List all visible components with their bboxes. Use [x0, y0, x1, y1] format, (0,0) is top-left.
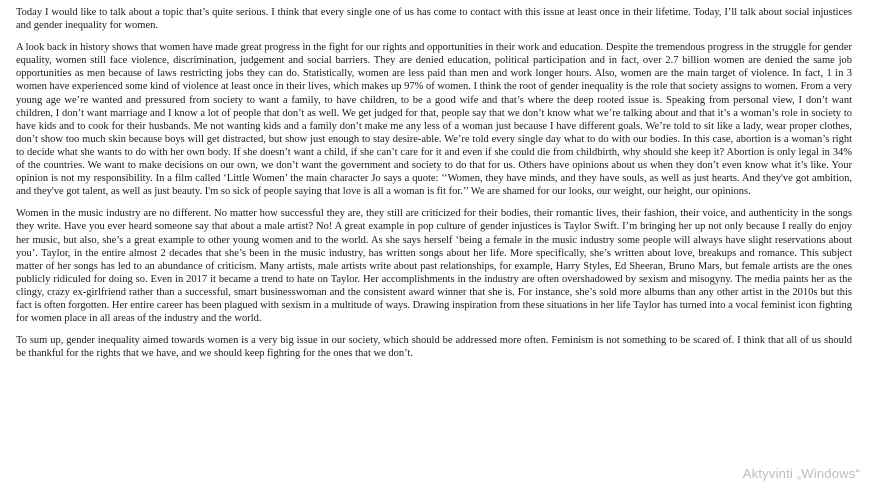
windows-activation-watermark: Aktyvinti „Windows“: [742, 466, 860, 481]
paragraph-conclusion: To sum up, gender inequality aimed towards women is a very big issue in our society, which should be addressed more often. Feminism is not something to be scared of. I think that all of us should be thankful for the rights that we have, and we should keep fighting for the ones that we don’t.: [16, 335, 852, 360]
paragraph-intro: Today I would like to talk about a topic that’s quite serious. I think that every single one of us has come to contact with this issue at least once in their lifetime. Today, I’ll talk about social injustices and gender inequality for women.: [16, 7, 852, 32]
paragraph-history: A look back in history shows that women have made great progress in the fight for our rights and opportunities in their work and education. Despite the tremendous progress in the struggle for gender equality, women still face violence, discrimination, judgement and social barriers. They are denied education, political participation and in fact, over 2.7 billion women are denied the same job opportunities as men because of laws restricting jobs they can do. Statistically, women are less paid than men and work longer hours. Also, women are the main target of violence. In fact, 1 in 3 women have experienced some kind of violence at least once in their lives, which makes up 97% of women. I think the root of gender inequality is the role that society assigns to women. From a very young age we’re wanted and pressured from society to want a family, to have children, to be a good wife and that’s where the deep rooted issue is. Speaking from personal view, I don’t want children, I don’t want marriage and I know a lot of people that don’t as well. We get judged for that, people say that we don’t know what we’re talking about and that it’s a woman’s role in society to have kids and to cook for their husbands. Me not wanting kids and a family don’t make me any less of a woman just because I have different goals. We’re told to sit like a lady, wear proper clothes, don’t show too much skin because boys will get distracted, but show just enough to stay desire-able. We’re told every single day what to do with our bodies. In this case, abortion is a woman’s right to decide what she wants to do with her own body. If she doesn’t want a child, if she can’t care for it and even if she could die from childbirth, why should she keep it? Abortion is only legal in 34% of the countries. We want to make decisions on our own, we don’t want the government and society to do that for us. Others have opinions about us when they don’t even know what it’s like. Your opinion is not my responsibility. In a film called ‘Little Women’ the main character Jo says a quote: ‘‘Women, they have minds, and they have souls, as well as just hearts. And they've got ambition, and they've got talent, as well as just beauty. I'm so sick of people saying that love is all a woman is fit for.’’ We are shamed for our looks, our weight, our height, our opinions.: [16, 42, 852, 198]
document-body: [16, 6, 852, 369]
paragraph-music-industry: Women in the music industry are no different. No matter how successful they are, they still are criticized for their bodies, their romantic lives, their fashion, their voice, and authenticity in the songs they write. Have you ever heard someone say that about a male artist? No! A great example in pop culture of gender injustices is Taylor Swift. I’m bringing her up not only because I really do enjoy her music, but also, she’s a great example to other young women and to the world. As she says herself ‘being a female in the music industry some people will always have slight reservations about you’. Taylor, in the entire almost 2 decades that she’s been in the music industry, has written songs about her life. More specifically, she’s written about love, breakups and romance. This subject matter of her songs has led to an abundance of criticism. Many artists, male artists write about past relationships, for example, Harry Styles, Ed Sheeran, Bruno Mars, but female artists are the ones publicly ridiculed for doing so. Even in 2017 it became a trend to hate on Taylor. Her accomplishments in the industry are often overshadowed by sexism and misogyny. The media paints her as the clingy, crazy ex-girlfriend rather than a successful, smart businesswoman and the consistent award winner that she is. For instance, she’s sold more albums than any other artist in the 2010s but this fact is often forgotten. Her entire career has been plagued with sexism in a multitude of ways. Drawing inspiration from these situations in her life Taylor has turned into a vocal feminist icon fighting for women place in all areas of the industry and the world.: [16, 208, 852, 325]
